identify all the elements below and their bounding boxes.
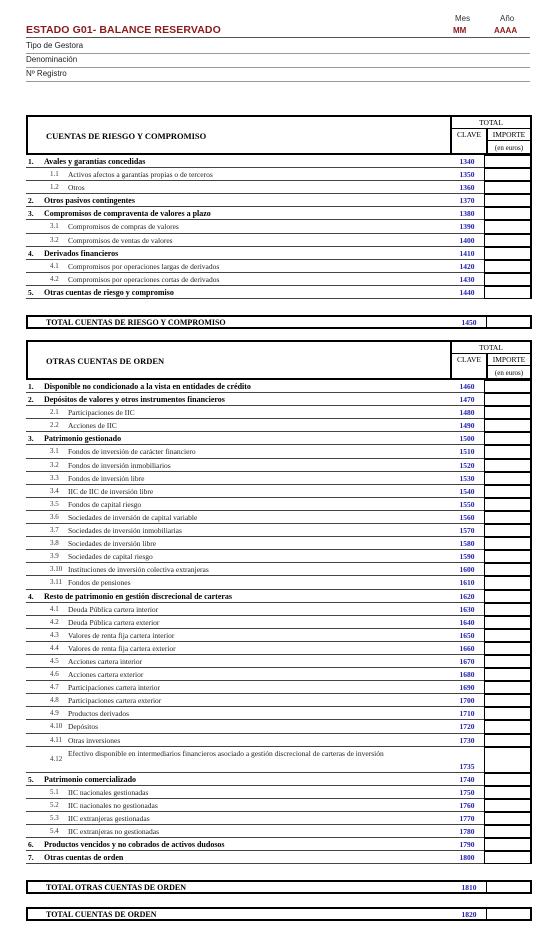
table-row — [26, 273, 532, 286]
importe-header: IMPORTE — [488, 354, 530, 366]
row-number: 4.3 — [50, 630, 59, 639]
table-row — [26, 247, 532, 260]
row-number: 4.4 — [50, 643, 59, 652]
row-key: 1510 — [459, 447, 475, 457]
table-row — [26, 694, 532, 707]
importe-cell[interactable] — [484, 825, 532, 838]
row-label: Derivados financieros — [44, 248, 119, 258]
row-label: Compromisos de compraventa de valores a plazo — [44, 209, 211, 219]
row-label: Otras cuentas de orden — [44, 853, 124, 863]
importe-cell[interactable] — [484, 851, 532, 864]
importe-cell[interactable] — [484, 406, 532, 419]
row-label: Fondos de inversión libre — [68, 473, 145, 483]
row-key: 1800 — [459, 853, 475, 863]
divider — [26, 81, 530, 82]
table-row — [26, 524, 532, 537]
row-key: 1430 — [459, 274, 475, 284]
row-label: Fondos de inversión inmobiliarios — [68, 460, 171, 470]
row-number: 6. — [28, 840, 34, 850]
row-key: 1530 — [459, 473, 475, 483]
importe-cell[interactable] — [484, 668, 532, 681]
row-key: 1350 — [459, 170, 475, 180]
section-title: CUENTAS DE RIESGO Y COMPROMISO — [46, 131, 207, 141]
row-number: 2. — [28, 395, 34, 405]
table-row — [26, 642, 532, 655]
importe-cell[interactable] — [484, 273, 532, 286]
importe-cell[interactable] — [484, 838, 532, 851]
row-key: 1340 — [459, 157, 475, 166]
row-key: 1610 — [459, 578, 475, 588]
row-number: 3.7 — [50, 526, 59, 535]
row-number: 3.3 — [50, 473, 59, 482]
row-number: 3.1 — [50, 447, 59, 456]
importe-cell[interactable] — [484, 629, 532, 642]
table-row — [26, 472, 532, 485]
importe-cell[interactable] — [484, 537, 532, 550]
row-label: Patrimonio comercializado — [44, 774, 137, 784]
row-number: 3.8 — [50, 539, 59, 548]
ano-label: Año — [500, 14, 515, 23]
row-label: Fondos de pensiones — [68, 578, 131, 588]
row-number: 4.6 — [50, 670, 59, 679]
row-label: Compromisos de ventas de valores — [68, 235, 173, 245]
row-number: 2.1 — [50, 408, 59, 417]
table-row — [26, 747, 532, 773]
row-number: 4.5 — [50, 656, 59, 665]
row-label: Participaciones cartera exterior — [68, 696, 162, 706]
row-number: 1.1 — [50, 170, 59, 179]
table-row — [26, 590, 532, 603]
row-label: Acciones de IIC — [68, 421, 117, 431]
row-number: 3.5 — [50, 499, 59, 508]
table-row — [26, 406, 532, 419]
importe-cell[interactable] — [484, 207, 532, 220]
table-row — [26, 616, 532, 629]
row-key: 1380 — [459, 209, 475, 219]
row-number: 1. — [28, 157, 34, 166]
row-key: 1400 — [459, 235, 475, 245]
importe-cell[interactable] — [484, 472, 532, 485]
divider — [26, 53, 530, 54]
section-title: OTRAS CUENTAS DE ORDEN — [46, 356, 165, 366]
row-key: 1650 — [459, 630, 475, 640]
row-key: 1690 — [459, 683, 475, 693]
row-number: 2.2 — [50, 421, 59, 430]
importe-cell[interactable] — [484, 286, 532, 299]
row-label: Otros — [68, 183, 85, 193]
table-row — [26, 655, 532, 668]
table-row — [26, 485, 532, 498]
table-row — [26, 537, 532, 550]
row-number: 3.9 — [50, 552, 59, 561]
row-number: 3. — [28, 434, 34, 444]
importe-cell[interactable] — [484, 694, 532, 707]
table-row — [26, 445, 532, 458]
row-number: 4. — [28, 591, 34, 601]
row-key: 1710 — [459, 709, 475, 719]
form-title: ESTADO G01- BALANCE RESERVADO — [26, 24, 221, 36]
row-key: 1370 — [459, 196, 475, 206]
row-number: 5.1 — [50, 787, 59, 796]
row-label: Disponible no condicionado a la vista en entidades de crédito — [44, 382, 251, 391]
table-row — [26, 168, 532, 181]
row-key: 1720 — [459, 722, 475, 732]
row-key: 1410 — [459, 248, 475, 258]
row-label: Sociedades de inversión inmobiliarias — [68, 526, 182, 536]
row-label: Instituciones de inversión colectiva extranjeras — [68, 565, 209, 575]
table-row — [26, 681, 532, 694]
row-key: 1560 — [459, 512, 475, 522]
row-label: Sociedades de capital riesgo — [68, 552, 153, 562]
row-key: 1770 — [459, 813, 475, 823]
row-label: Productos derivados — [68, 709, 130, 719]
row-number: 3.4 — [50, 486, 59, 495]
row-label: IIC extranjeras no gestionadas — [68, 827, 160, 836]
importe-cell[interactable] — [484, 445, 532, 458]
row-key: 1790 — [459, 840, 475, 850]
importe-header: IMPORTE — [488, 129, 530, 141]
importe-unit: (en euros) — [494, 369, 524, 377]
table-row — [26, 668, 532, 681]
importe-cell[interactable] — [484, 642, 532, 655]
table-row — [26, 786, 532, 799]
ano-value: AAAA — [494, 26, 518, 35]
row-key: 1680 — [459, 670, 475, 680]
row-key: 1550 — [459, 499, 475, 509]
table-row — [26, 576, 532, 589]
table-row — [26, 498, 532, 511]
row-label: IIC extranjeras gestionadas — [68, 813, 150, 823]
importe-cell[interactable] — [484, 432, 532, 445]
row-label: Compromisos de compras de valores — [68, 222, 179, 232]
table-row — [26, 511, 532, 524]
clave-header: CLAVE — [456, 130, 482, 139]
row-number: 3.6 — [50, 512, 59, 521]
importe-cell[interactable] — [484, 419, 532, 432]
row-label: Fondos de inversión de carácter financiero — [68, 447, 196, 457]
importe-cell[interactable] — [484, 720, 532, 733]
row-number: 5. — [28, 774, 34, 784]
table-row — [26, 432, 532, 445]
table-row — [26, 220, 532, 233]
importe-cell[interactable] — [484, 181, 532, 194]
field-tipo-gestora: Tipo de Gestora — [26, 41, 84, 50]
total-label: TOTAL OTRAS CUENTAS DE ORDEN — [46, 883, 187, 892]
row-key: 1360 — [459, 183, 475, 193]
row-key: 1735 — [459, 761, 475, 771]
total-key: 1810 — [461, 883, 477, 892]
importe-cell[interactable] — [484, 707, 532, 720]
row-number: 4.1 — [50, 261, 59, 270]
rows-section1 — [26, 155, 532, 299]
importe-cell[interactable] — [484, 220, 532, 233]
divider — [26, 67, 530, 68]
row-number: 5. — [28, 287, 34, 297]
row-key: 1730 — [459, 735, 475, 745]
table-row — [26, 207, 532, 220]
total-otras-cuentas — [26, 880, 532, 894]
table-row — [26, 773, 532, 786]
row-key: 1620 — [459, 591, 475, 601]
section-otras-cuentas — [26, 340, 532, 864]
row-key: 1780 — [459, 827, 475, 836]
importe-cell[interactable] — [484, 393, 532, 406]
field-registro: Nº Registro — [26, 69, 67, 78]
row-number: 5.4 — [50, 827, 59, 835]
importe-cell[interactable] — [484, 511, 532, 524]
importe-cell[interactable] — [484, 747, 532, 773]
row-key: 1570 — [459, 526, 475, 536]
table-row — [26, 603, 532, 616]
importe-cell[interactable] — [484, 603, 532, 616]
importe-cell[interactable] — [484, 563, 532, 576]
table-row — [26, 707, 532, 720]
row-key: 1660 — [459, 643, 475, 653]
row-label: Depósitos de valores y otros instrumentos financieros — [44, 395, 225, 405]
row-key: 1590 — [459, 552, 475, 562]
table-row — [26, 851, 532, 864]
table-row — [26, 459, 532, 472]
table-row — [26, 260, 532, 273]
row-label: Valores de renta fija cartera interior — [68, 630, 175, 640]
row-key: 1630 — [459, 604, 475, 614]
clave-header: CLAVE — [456, 355, 482, 364]
grand-total-label: TOTAL CUENTAS DE ORDEN — [46, 910, 157, 919]
row-number: 2. — [28, 196, 34, 206]
total-riesgo-compromiso — [26, 315, 532, 329]
row-number: 4.8 — [50, 696, 59, 705]
row-label: IIC de IIC de inversión libre — [68, 486, 154, 496]
row-number: 4.2 — [50, 617, 59, 626]
row-number: 3.1 — [50, 222, 59, 231]
importe-cell[interactable] — [484, 812, 532, 825]
total-header: TOTAL — [452, 342, 530, 354]
table-row — [26, 838, 532, 851]
row-label: Otras inversiones — [68, 735, 121, 745]
row-key: 1470 — [459, 395, 475, 405]
importe-cell[interactable] — [484, 590, 532, 603]
row-label: Participaciones de IIC — [68, 408, 135, 418]
row-label: Resto de patrimonio en gestión discrecional de carteras — [44, 591, 233, 601]
row-key: 1670 — [459, 656, 475, 666]
row-number: 4. — [28, 248, 34, 258]
table-row — [26, 799, 532, 812]
row-key: 1750 — [459, 787, 475, 797]
table-row — [26, 720, 532, 733]
row-label: Participaciones cartera interior — [68, 683, 161, 693]
row-key: 1760 — [459, 800, 475, 810]
importe-cell[interactable] — [484, 799, 532, 812]
total-label: TOTAL CUENTAS DE RIESGO Y COMPROMISO — [46, 318, 226, 327]
row-number: 4.10 — [50, 722, 63, 731]
table-row — [26, 825, 532, 838]
table-row — [26, 155, 532, 168]
mes-value: MM — [453, 26, 467, 35]
importe-cell[interactable] — [484, 655, 532, 668]
table-row — [26, 419, 532, 432]
table-row — [26, 734, 532, 747]
row-label: Sociedades de inversión de capital variable — [68, 512, 198, 522]
importe-cell[interactable] — [484, 786, 532, 799]
row-key: 1490 — [459, 421, 475, 431]
row-number: 3.2 — [50, 460, 59, 469]
row-label: IIC nacionales no gestionadas — [68, 800, 158, 810]
importe-unit: (en euros) — [494, 144, 524, 152]
importe-cell[interactable] — [484, 681, 532, 694]
field-denominacion: Denominación — [26, 55, 78, 64]
importe-cell[interactable] — [484, 550, 532, 563]
importe-cell[interactable] — [484, 498, 532, 511]
row-key: 1700 — [459, 696, 475, 706]
importe-cell[interactable] — [484, 247, 532, 260]
row-key: 1540 — [459, 486, 475, 496]
importe-cell[interactable] — [484, 773, 532, 786]
row-number: 7. — [28, 853, 34, 863]
row-label: Fondos de capital riesgo — [68, 499, 142, 509]
row-label: Depósitos — [68, 722, 98, 732]
importe-cell[interactable] — [484, 524, 532, 537]
row-key: 1460 — [459, 382, 475, 391]
table-row — [26, 550, 532, 563]
importe-cell[interactable] — [484, 155, 532, 168]
row-number: 3.10 — [50, 565, 63, 574]
row-key: 1500 — [459, 434, 475, 444]
importe-cell[interactable] — [484, 485, 532, 498]
row-label: Avales y garantías concedidas — [44, 157, 146, 166]
table-row — [26, 393, 532, 406]
row-number: 1. — [28, 382, 34, 391]
grand-total-key: 1820 — [461, 910, 477, 919]
row-key: 1480 — [459, 408, 475, 418]
row-number: 4.2 — [50, 274, 59, 283]
row-number: 4.7 — [50, 683, 59, 692]
row-key: 1640 — [459, 617, 475, 627]
row-key: 1390 — [459, 222, 475, 232]
row-label: Acciones cartera exterior — [68, 670, 144, 680]
row-number: 1.2 — [50, 183, 59, 192]
row-label: Compromisos por operaciones largas de derivados — [68, 261, 220, 271]
row-label: Deuda Pública cartera exterior — [68, 617, 160, 627]
importe-cell[interactable] — [484, 576, 532, 589]
table-row — [26, 181, 532, 194]
row-number: 3.11 — [50, 578, 62, 587]
row-number: 5.2 — [50, 800, 59, 809]
row-label: Otros pasivos contingentes — [44, 196, 135, 206]
table-row — [26, 286, 532, 299]
row-number: 4.1 — [50, 604, 59, 613]
row-label: Efectivo disponible en intermediarios financieros asociado a gestión discrecional de carteras de inversión — [68, 748, 384, 758]
row-label: IIC nacionales gestionadas — [68, 787, 149, 797]
section-riesgo-compromiso — [26, 115, 532, 299]
importe-cell[interactable] — [484, 260, 532, 273]
row-key: 1580 — [459, 539, 475, 549]
row-label: Deuda Pública cartera interior — [68, 604, 159, 614]
row-number: 4.9 — [50, 709, 59, 718]
importe-cell[interactable] — [484, 734, 532, 747]
table-row — [26, 812, 532, 825]
row-number: 3. — [28, 209, 34, 219]
importe-cell[interactable] — [484, 234, 532, 247]
table-row — [26, 629, 532, 642]
row-number: 5.3 — [50, 813, 59, 822]
row-number: 4.11 — [50, 735, 62, 744]
row-key: 1600 — [459, 565, 475, 575]
row-label: Sociedades de inversión libre — [68, 539, 157, 549]
table-row — [26, 234, 532, 247]
total-header: TOTAL — [452, 117, 530, 129]
total-key: 1450 — [461, 318, 477, 327]
row-key: 1420 — [459, 261, 475, 271]
importe-cell[interactable] — [484, 616, 532, 629]
section-header — [26, 340, 532, 380]
row-label: Acciones cartera interior — [68, 656, 143, 666]
importe-cell[interactable] — [484, 459, 532, 472]
row-key: 1440 — [459, 287, 475, 297]
row-key: 1520 — [459, 460, 475, 470]
row-label: Compromisos por operaciones cortas de derivados — [68, 274, 220, 284]
table-row — [26, 563, 532, 576]
rows-section2 — [26, 380, 532, 864]
row-label: Productos vencidos y no cobrados de activos dudosos — [44, 840, 225, 850]
importe-cell[interactable] — [484, 194, 532, 207]
importe-cell[interactable] — [484, 380, 532, 393]
row-label: Activos afectos a garantías propias o de terceros — [68, 170, 213, 180]
row-label: Patrimonio gestionado — [44, 434, 122, 444]
row-label: Otras cuentas de riesgo y compromiso — [44, 287, 174, 297]
table-row — [26, 194, 532, 207]
row-key: 1740 — [459, 774, 475, 784]
row-number: 4.12 — [50, 754, 63, 763]
section-header — [26, 115, 532, 155]
row-label: Valores de renta fija cartera exterior — [68, 643, 176, 653]
table-row — [26, 380, 532, 393]
grand-total — [26, 907, 532, 921]
row-number: 3.2 — [50, 235, 59, 244]
mes-label: Mes — [455, 14, 471, 23]
divider — [26, 37, 530, 38]
importe-cell[interactable] — [484, 168, 532, 181]
